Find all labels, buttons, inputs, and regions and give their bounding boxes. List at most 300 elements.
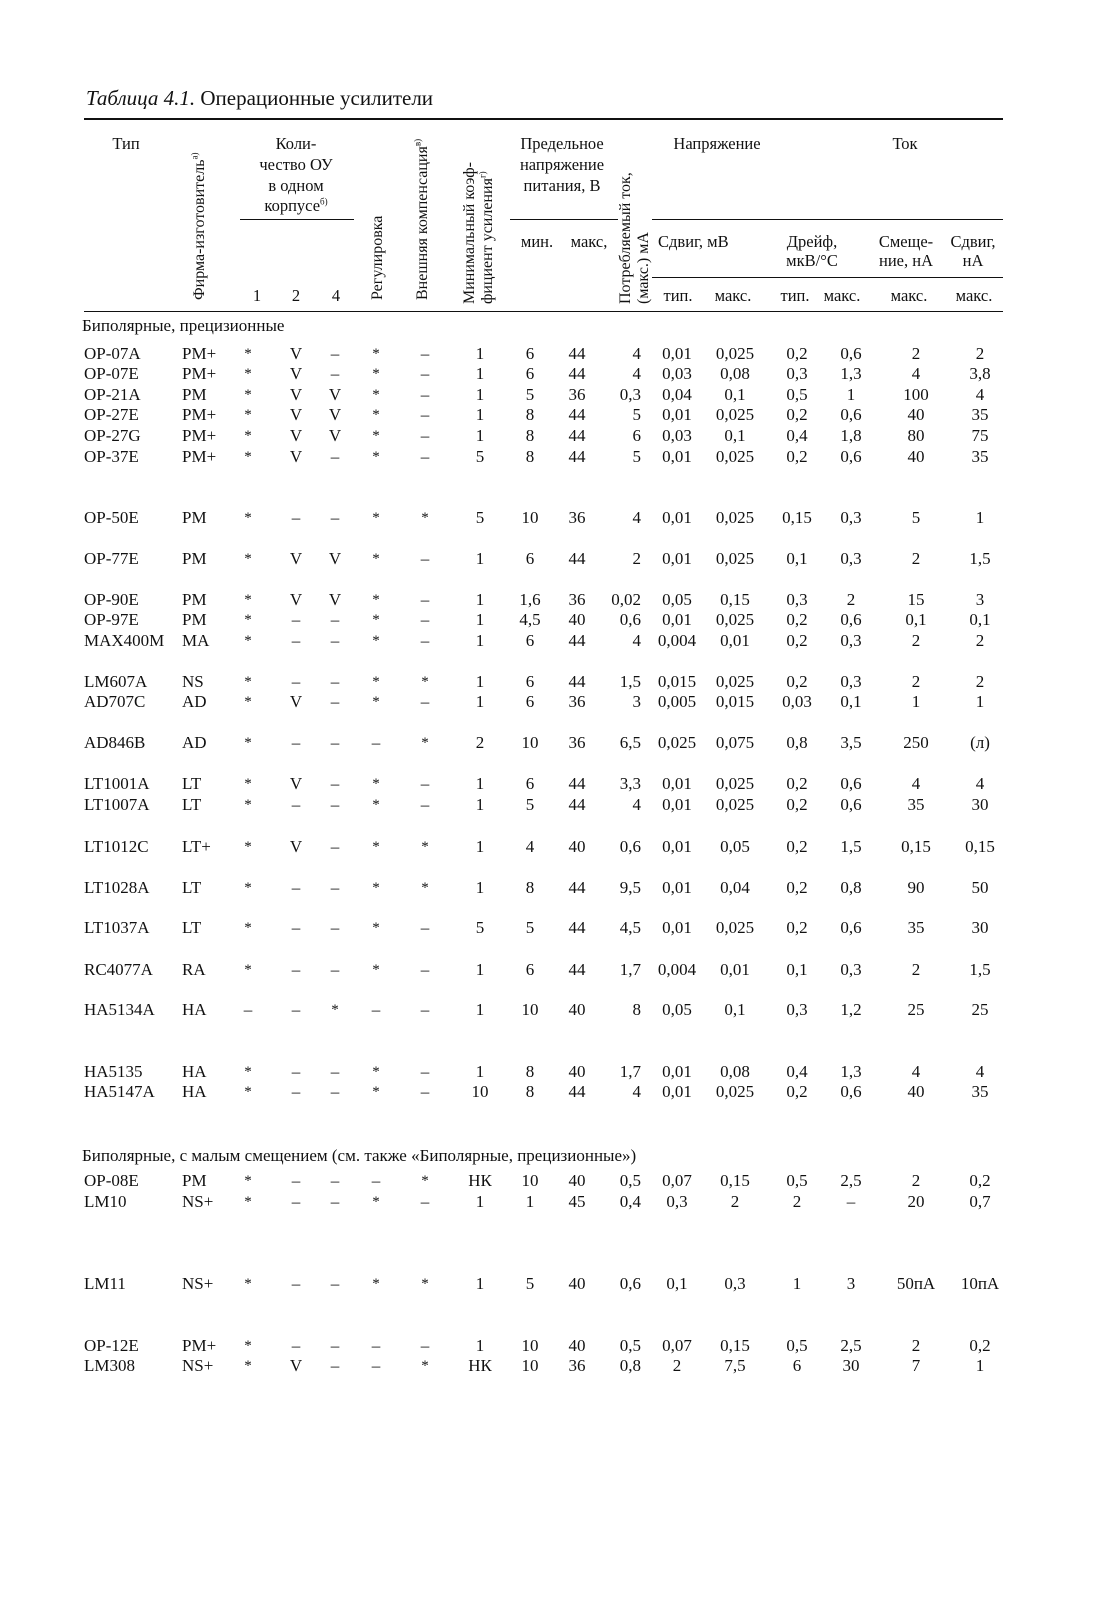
- cell-c2: V: [289, 774, 303, 793]
- cell-vmin: 10: [521, 1000, 539, 1019]
- cell-drift-typ: 0,2: [786, 837, 808, 856]
- cell-vos-typ: 0,05: [662, 1000, 692, 1019]
- cell-comp: –: [420, 774, 430, 793]
- cell-ib: 1: [911, 692, 921, 711]
- top-rule: [84, 118, 1003, 120]
- cell-type: LT1007A: [84, 795, 150, 814]
- cell-ib: 40: [907, 405, 925, 424]
- cell-vos-typ: 0,01: [662, 1062, 692, 1081]
- cell-vmax: 44: [568, 364, 586, 383]
- cell-c1: *: [244, 674, 252, 690]
- cell-trim: *: [372, 797, 380, 813]
- cell-mfr: AD: [182, 692, 207, 711]
- cell-type: LM607A: [84, 672, 148, 691]
- cell-vmax: 36: [568, 508, 586, 527]
- cell-drift-max: 2,5: [840, 1336, 862, 1355]
- cell-mfr: HA: [182, 1082, 207, 1101]
- header-ioffset-max: макс.: [955, 286, 993, 305]
- header-min-gain-line2: фициент усиления$^{г)}$: [477, 171, 496, 304]
- cell-gain: 10: [471, 1082, 489, 1101]
- cell-trim: *: [372, 839, 380, 855]
- cell-vmax: 40: [568, 837, 586, 856]
- cell-c4: –: [330, 692, 340, 711]
- cell-icc: 4: [632, 364, 641, 383]
- cell-c2: V: [289, 549, 303, 568]
- header-count-line3: в одном: [268, 176, 324, 195]
- cell-type: OP-37E: [84, 447, 139, 466]
- cell-c2: V: [289, 837, 303, 856]
- cell-gain: 1: [475, 672, 485, 691]
- cell-vmin: 6: [525, 344, 535, 363]
- header-current-line2: (макс.) мА: [635, 232, 652, 304]
- cell-vos-max: 0,15: [720, 1171, 750, 1190]
- cell-c4: *: [331, 1002, 339, 1018]
- cell-vmax: 44: [568, 774, 586, 793]
- cell-type: LT1028A: [84, 878, 150, 897]
- cell-vmin: 4: [525, 837, 535, 856]
- cell-c4: –: [330, 918, 340, 937]
- cell-c4: –: [330, 508, 340, 527]
- cell-vos-typ: 0,04: [662, 385, 692, 404]
- cell-vos-typ: 0,03: [662, 426, 692, 445]
- cell-drift-max: 0,6: [840, 344, 862, 363]
- header-drift-typ: тип.: [780, 286, 810, 305]
- cell-vos-typ: 0,3: [666, 1192, 688, 1211]
- cell-ib: 0,15: [901, 837, 931, 856]
- cell-trim: *: [372, 612, 380, 628]
- cell-gain: 1: [475, 1062, 485, 1081]
- cell-drift-max: 0,6: [840, 447, 862, 466]
- cell-comp: –: [420, 426, 430, 445]
- cell-ib: 80: [907, 426, 925, 445]
- cell-drift-max: 0,3: [840, 549, 862, 568]
- cell-c4: –: [330, 1192, 340, 1211]
- cell-vos-max: 0,025: [715, 1082, 755, 1101]
- cell-type: OP-77E: [84, 549, 139, 568]
- cell-vos-typ: 0,01: [662, 774, 692, 793]
- cell-ios: 35: [971, 1082, 989, 1101]
- cell-drift-typ: 0,2: [786, 918, 808, 937]
- cell-mfr: NS+: [182, 1274, 214, 1293]
- cell-vos-max: 0,04: [720, 878, 750, 897]
- cell-drift-max: 3,5: [840, 733, 862, 752]
- cell-vmin: 10: [521, 1356, 539, 1375]
- cell-c1: *: [244, 962, 252, 978]
- cell-drift-typ: 0,4: [786, 1062, 808, 1081]
- cell-ib: 4: [911, 1062, 921, 1081]
- cell-ios: 30: [971, 918, 989, 937]
- cell-comp: –: [420, 610, 430, 629]
- cell-c4: V: [328, 385, 342, 404]
- cell-type: OP-97E: [84, 610, 139, 629]
- cell-type: OP-08E: [84, 1171, 139, 1190]
- header-bias-line1: Смеще-: [878, 232, 934, 251]
- cell-vos-max: 7,5: [724, 1356, 746, 1375]
- cell-type: OP-07A: [84, 344, 141, 363]
- cell-drift-max: 0,3: [840, 672, 862, 691]
- header-supply-max: макс,: [570, 232, 608, 251]
- cell-type: RC4077A: [84, 960, 153, 979]
- cell-mfr: LT+: [182, 837, 211, 856]
- cell-vos-max: 0,1: [724, 426, 746, 445]
- cell-c1: *: [244, 1358, 252, 1374]
- header-drift-line2: мкВ/°С: [786, 251, 838, 270]
- cell-c1: *: [244, 407, 252, 423]
- cell-vmin: 6: [525, 549, 535, 568]
- cell-trim: *: [372, 1194, 380, 1210]
- cell-vos-max: 0,01: [720, 631, 750, 650]
- cell-mfr: PM: [182, 385, 207, 404]
- cell-vos-max: 0,025: [715, 508, 755, 527]
- cell-ib: 2: [911, 672, 921, 691]
- cell-drift-typ: 0,03: [782, 692, 812, 711]
- cell-c4: –: [330, 344, 340, 363]
- cell-c4: –: [330, 1356, 340, 1375]
- cell-vos-max: 0,025: [715, 405, 755, 424]
- cell-ios: 35: [971, 447, 989, 466]
- cell-drift-max: –: [846, 1192, 856, 1211]
- cell-ib: 35: [907, 918, 925, 937]
- cell-type: MAX400M: [84, 631, 165, 650]
- cell-comp: –: [420, 692, 430, 711]
- cell-vos-max: 0,01: [720, 960, 750, 979]
- cell-vmin: 10: [521, 733, 539, 752]
- cell-gain: 5: [475, 918, 485, 937]
- header-supply-line1: Предельное: [520, 134, 604, 153]
- cell-vmin: 6: [525, 692, 535, 711]
- cell-ib: 40: [907, 1082, 925, 1101]
- cell-gain: 1: [475, 960, 485, 979]
- cell-c1: *: [244, 551, 252, 567]
- cell-vos-typ: 0,004: [657, 960, 697, 979]
- cell-comp: –: [420, 918, 430, 937]
- cell-gain: 1: [475, 426, 485, 445]
- cell-vos-max: 0,075: [715, 733, 755, 752]
- cell-mfr: PM+: [182, 364, 217, 383]
- count-rule: [240, 219, 354, 220]
- cell-drift-typ: 0,5: [786, 385, 808, 404]
- cell-ib: 15: [907, 590, 925, 609]
- cell-icc: 1,7: [619, 1062, 641, 1081]
- cell-c1: *: [244, 387, 252, 403]
- cell-c4: –: [330, 960, 340, 979]
- cell-trim: *: [372, 346, 380, 362]
- cell-vmax: 36: [568, 692, 586, 711]
- cell-drift-typ: 0,2: [786, 405, 808, 424]
- cell-ios: 4: [975, 774, 985, 793]
- cell-icc: 2: [632, 549, 641, 568]
- cell-drift-max: 0,6: [840, 795, 862, 814]
- cell-drift-max: 0,3: [840, 631, 862, 650]
- header-bottom-rule: [84, 311, 1003, 312]
- cell-icc: 0,5: [619, 1171, 641, 1190]
- cell-drift-typ: 0,15: [782, 508, 812, 527]
- cell-gain: 1: [475, 1000, 485, 1019]
- cell-vmax: 40: [568, 1062, 586, 1081]
- cell-mfr: PM+: [182, 426, 217, 445]
- header-count-2: 2: [291, 286, 301, 305]
- cell-c1: *: [244, 449, 252, 465]
- cell-comp: *: [421, 674, 429, 690]
- cell-mfr: NS: [182, 672, 204, 691]
- cell-vmin: 6: [525, 774, 535, 793]
- cell-vmin: 10: [521, 508, 539, 527]
- cell-trim: –: [371, 1336, 381, 1355]
- cell-gain: 1: [475, 405, 485, 424]
- cell-comp: –: [420, 960, 430, 979]
- cell-vos-typ: 0,07: [662, 1336, 692, 1355]
- cell-ib: 2: [911, 549, 921, 568]
- cell-type: HA5147A: [84, 1082, 155, 1101]
- cell-mfr: RA: [182, 960, 206, 979]
- cell-comp: *: [421, 510, 429, 526]
- cell-vos-max: 0,025: [715, 672, 755, 691]
- cell-ios: 35: [971, 405, 989, 424]
- cell-mfr: PM: [182, 508, 207, 527]
- cell-icc: 0,4: [619, 1192, 641, 1211]
- cell-trim: *: [372, 1084, 380, 1100]
- cell-vmin: 8: [525, 405, 535, 424]
- cell-gain: НК: [468, 1171, 492, 1190]
- cell-c1: *: [244, 797, 252, 813]
- cell-trim: *: [372, 694, 380, 710]
- cell-vos-typ: 0,01: [662, 610, 692, 629]
- cell-comp: –: [420, 344, 430, 363]
- cell-drift-max: 2,5: [840, 1171, 862, 1190]
- cell-type: OP-50E: [84, 508, 139, 527]
- cell-c4: –: [330, 610, 340, 629]
- cell-c4: –: [330, 631, 340, 650]
- cell-vos-typ: 2: [672, 1356, 682, 1375]
- cell-c4: –: [330, 774, 340, 793]
- cell-drift-typ: 0,5: [786, 1336, 808, 1355]
- cell-drift-typ: 1: [792, 1274, 802, 1293]
- cell-c2: V: [289, 385, 303, 404]
- cell-drift-max: 1,8: [840, 426, 862, 445]
- cell-comp: –: [420, 1000, 430, 1019]
- cell-ios: 1: [975, 1356, 985, 1375]
- cell-c2: –: [291, 1171, 301, 1190]
- cell-comp: –: [420, 631, 430, 650]
- cell-icc: 4: [632, 631, 641, 650]
- cell-ios: 4: [975, 385, 985, 404]
- cell-vmax: 44: [568, 549, 586, 568]
- cell-ib: 40: [907, 447, 925, 466]
- typ-max-rule: [652, 277, 1003, 278]
- cell-vmax: 40: [568, 1274, 586, 1293]
- cell-ib: 35: [907, 795, 925, 814]
- cell-type: OP-21A: [84, 385, 141, 404]
- cell-vos-max: 0,025: [715, 549, 755, 568]
- cell-type: LM11: [84, 1274, 126, 1293]
- cell-drift-typ: 0,1: [786, 549, 808, 568]
- cell-ib: 100: [903, 385, 929, 404]
- cell-gain: 1: [475, 1274, 485, 1293]
- cell-vmin: 5: [525, 918, 535, 937]
- cell-c4: –: [330, 837, 340, 856]
- cell-vos-typ: 0,01: [662, 447, 692, 466]
- cell-c1: *: [244, 592, 252, 608]
- voltage-current-rule: [652, 219, 1003, 220]
- cell-vmin: 5: [525, 385, 535, 404]
- cell-vos-max: 0,05: [720, 837, 750, 856]
- cell-vmin: 6: [525, 364, 535, 383]
- header-vos-max: макс.: [714, 286, 752, 305]
- cell-ib: 4: [911, 774, 921, 793]
- cell-vmax: 40: [568, 1000, 586, 1019]
- cell-drift-max: 1,2: [840, 1000, 862, 1019]
- cell-vos-max: 0,025: [715, 795, 755, 814]
- cell-icc: 6,5: [619, 733, 641, 752]
- cell-c1: *: [244, 1064, 252, 1080]
- cell-drift-typ: 0,8: [786, 733, 808, 752]
- cell-trim: *: [372, 407, 380, 423]
- cell-type: OP-27E: [84, 405, 139, 424]
- header-ioffset-line2: нА: [962, 251, 984, 270]
- cell-vos-typ: 0,01: [662, 549, 692, 568]
- header-drift-line1: Дрейф,: [786, 232, 838, 251]
- cell-mfr: LT: [182, 878, 202, 897]
- cell-c1: *: [244, 1173, 252, 1189]
- cell-trim: *: [372, 633, 380, 649]
- cell-vos-typ: 0,005: [657, 692, 697, 711]
- cell-drift-max: 3: [846, 1274, 856, 1293]
- cell-c1: *: [244, 1084, 252, 1100]
- cell-drift-typ: 0,2: [786, 795, 808, 814]
- cell-c1: *: [244, 366, 252, 382]
- cell-type: OP-90E: [84, 590, 139, 609]
- header-offset-mv: Сдвиг, мВ: [658, 232, 729, 251]
- cell-drift-max: 0,6: [840, 610, 862, 629]
- cell-ib: 250: [903, 733, 929, 752]
- cell-comp: –: [420, 447, 430, 466]
- cell-vmax: 44: [568, 447, 586, 466]
- cell-trim: –: [371, 1356, 381, 1375]
- cell-trim: *: [372, 920, 380, 936]
- header-voltage: Напряжение: [673, 134, 761, 153]
- cell-c2: –: [291, 1274, 301, 1293]
- cell-ib: 2: [911, 960, 921, 979]
- cell-c4: –: [330, 795, 340, 814]
- cell-drift-typ: 0,2: [786, 610, 808, 629]
- cell-vmin: 5: [525, 795, 535, 814]
- section-label: Биполярные, прецизионные: [82, 316, 285, 335]
- cell-type: OP-27G: [84, 426, 141, 445]
- cell-ios: 1: [975, 692, 985, 711]
- table-title: Операционные усилители: [200, 86, 434, 110]
- header-type: Тип: [112, 134, 140, 153]
- header-current-line1: Потребляемый ток,: [617, 172, 634, 304]
- cell-ios: 2: [975, 631, 985, 650]
- header-manufacturer: Фирма-изготовитель$^{а)}$: [189, 152, 208, 300]
- cell-c2: V: [289, 426, 303, 445]
- cell-icc: 0,6: [619, 837, 641, 856]
- cell-vmin: 10: [521, 1171, 539, 1190]
- cell-type: LT1012C: [84, 837, 149, 856]
- cell-c2: –: [291, 878, 301, 897]
- cell-c4: –: [330, 1062, 340, 1081]
- supply-rule: [510, 219, 618, 220]
- cell-vmin: 1,6: [519, 590, 541, 609]
- cell-drift-max: 1: [846, 385, 856, 404]
- cell-c1: *: [244, 920, 252, 936]
- header-ioffset-line1: Сдвиг,: [950, 232, 996, 251]
- cell-vmin: 8: [525, 1062, 535, 1081]
- cell-vos-typ: 0,004: [657, 631, 697, 650]
- cell-icc: 0,3: [619, 385, 641, 404]
- cell-vos-typ: 0,01: [662, 1082, 692, 1101]
- cell-gain: 1: [475, 774, 485, 793]
- cell-icc: 1,5: [619, 672, 641, 691]
- cell-comp: –: [420, 590, 430, 609]
- cell-ib: 90: [907, 878, 925, 897]
- cell-comp: *: [421, 1173, 429, 1189]
- cell-c2: –: [291, 1192, 301, 1211]
- cell-comp: –: [420, 1062, 430, 1081]
- cell-trim: *: [372, 510, 380, 526]
- cell-trim: *: [372, 776, 380, 792]
- cell-c4: –: [330, 1274, 340, 1293]
- cell-icc: 0,6: [619, 1274, 641, 1293]
- cell-drift-max: 2: [846, 590, 856, 609]
- cell-gain: 1: [475, 364, 485, 383]
- cell-ios: 1,5: [969, 960, 991, 979]
- cell-ib: 25: [907, 1000, 925, 1019]
- cell-type: OP-12E: [84, 1336, 139, 1355]
- cell-mfr: AD: [182, 733, 207, 752]
- cell-ib: 20: [907, 1192, 925, 1211]
- cell-ios: 3,8: [969, 364, 991, 383]
- cell-icc: 5: [632, 447, 641, 466]
- cell-c2: V: [289, 1356, 303, 1375]
- cell-trim: *: [372, 366, 380, 382]
- cell-vos-max: 0,025: [715, 447, 755, 466]
- cell-vmax: 44: [568, 795, 586, 814]
- cell-drift-max: 1,3: [840, 364, 862, 383]
- cell-drift-max: 0,3: [840, 960, 862, 979]
- cell-icc: 0,6: [619, 610, 641, 629]
- cell-vos-typ: 0,01: [662, 405, 692, 424]
- cell-gain: 1: [475, 692, 485, 711]
- cell-trim: *: [372, 551, 380, 567]
- cell-type: HA5135: [84, 1062, 143, 1081]
- cell-vmax: 40: [568, 610, 586, 629]
- cell-ios: 4: [975, 1062, 985, 1081]
- cell-ios: 50: [971, 878, 989, 897]
- cell-vos-typ: 0,05: [662, 590, 692, 609]
- cell-vos-typ: 0,03: [662, 364, 692, 383]
- cell-ios: 2: [975, 344, 985, 363]
- cell-ios: 25: [971, 1000, 989, 1019]
- cell-vos-max: 0,025: [715, 610, 755, 629]
- cell-mfr: HA: [182, 1000, 207, 1019]
- cell-vos-typ: 0,07: [662, 1171, 692, 1190]
- cell-comp: –: [420, 549, 430, 568]
- cell-drift-typ: 0,2: [786, 344, 808, 363]
- cell-drift-typ: 0,4: [786, 426, 808, 445]
- cell-ib: 4: [911, 364, 921, 383]
- cell-comp: –: [420, 364, 430, 383]
- cell-ios: 0,2: [969, 1171, 991, 1190]
- cell-c2: V: [289, 692, 303, 711]
- cell-drift-typ: 0,2: [786, 878, 808, 897]
- cell-vmin: 6: [525, 672, 535, 691]
- cell-type: OP-07E: [84, 364, 139, 383]
- cell-vmax: 45: [568, 1192, 586, 1211]
- cell-icc: 1,7: [619, 960, 641, 979]
- cell-vmin: 8: [525, 878, 535, 897]
- cell-comp: *: [421, 735, 429, 751]
